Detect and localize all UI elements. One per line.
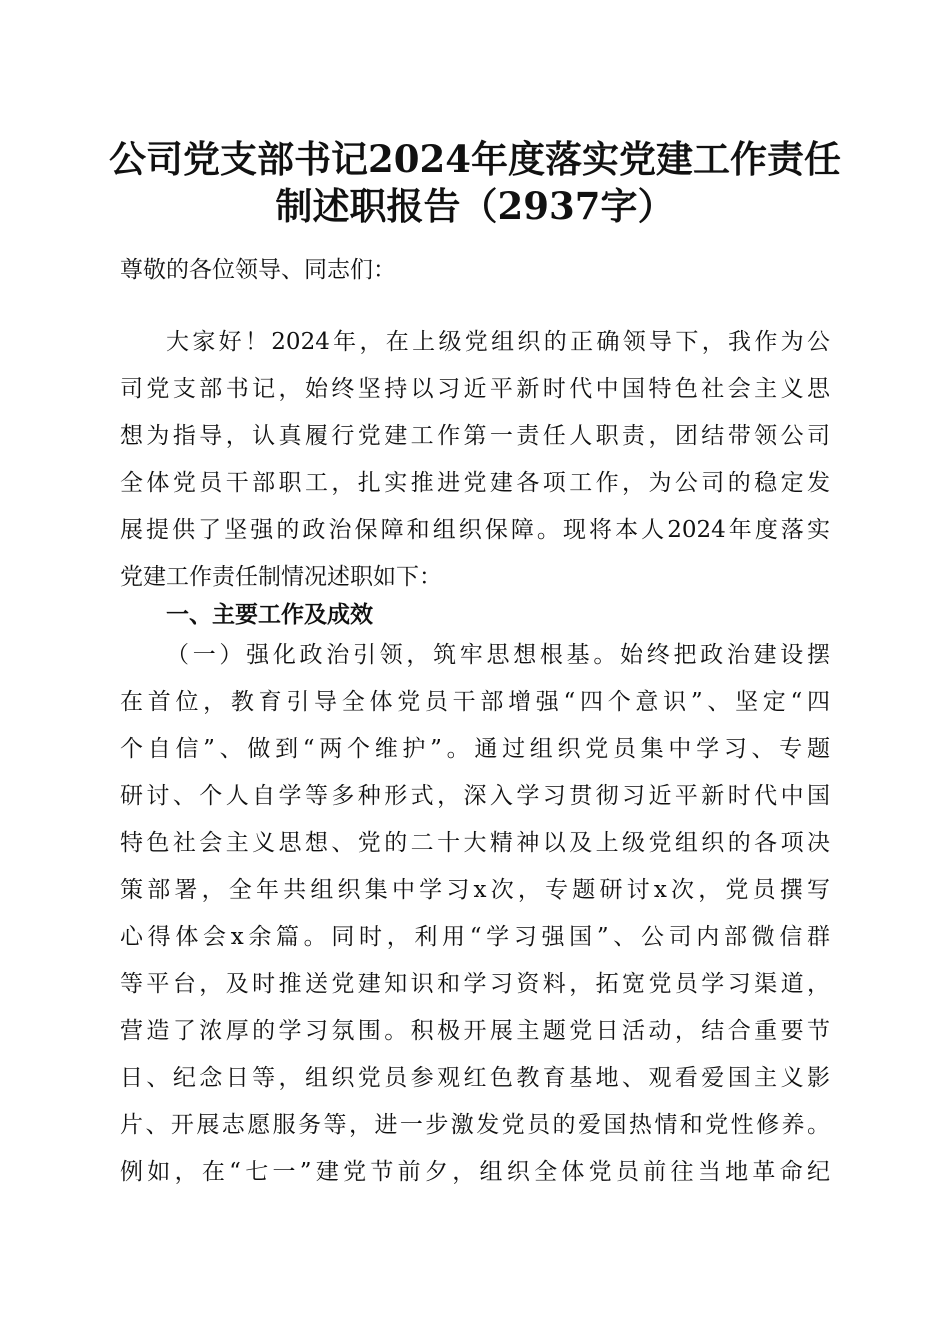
subsection-paragraph-line: 营造了浓厚的学习氛围。积极开展主题党日活动，结合重要节 — [120, 1018, 830, 1044]
document-title-line-2: 制述职报告（2937字） — [275, 184, 675, 228]
intro-paragraph-line: 党建工作责任制情况述职如下： — [120, 564, 442, 590]
intro-paragraph-line: 大家好！2024年，在上级党组织的正确领导下，我作为公 — [166, 329, 830, 355]
subsection-paragraph-line: 特色社会主义思想、党的二十大精神以及上级党组织的各项决 — [120, 830, 830, 856]
subsection-paragraph-line: 日、纪念日等，组织党员参观红色教育基地、观看爱国主义影 — [120, 1065, 830, 1091]
subsection-paragraph-line: 片、开展志愿服务等，进一步激发党员的爱国热情和党性修养。 — [120, 1112, 830, 1138]
subsection-paragraph-line: 在首位，教育引导全体党员干部增强“四个意识”、坚定“四 — [120, 689, 830, 715]
intro-paragraph-line: 想为指导，认真履行党建工作第一责任人职责，团结带领公司 — [120, 423, 830, 449]
subsection-paragraph-line: 策部署，全年共组织集中学习x次，专题研讨x次，党员撰写 — [120, 877, 830, 903]
section-heading: 一、主要工作及成效 — [166, 602, 373, 628]
subsection-paragraph-line: 个自信”、做到“两个维护”。通过组织党员集中学习、专题 — [120, 736, 830, 762]
intro-paragraph-line: 全体党员干部职工，扎实推进党建各项工作，为公司的稳定发 — [120, 470, 830, 496]
subsection-paragraph-line: （一）强化政治引领，筑牢思想根基。始终把政治建设摆 — [166, 642, 830, 668]
document-title-line-1: 公司党支部书记2024年度落实党建工作责任 — [109, 137, 841, 181]
subsection-paragraph-line: 心得体会x余篇。同时，利用“学习强国”、公司内部微信群 — [120, 924, 830, 950]
subsection-paragraph-line: 例如，在“七一”建党节前夕，组织全体党员前往当地革命纪 — [120, 1159, 830, 1185]
intro-paragraph-line: 展提供了坚强的政治保障和组织保障。现将本人2024年度落实 — [120, 517, 830, 543]
salutation: 尊敬的各位领导、同志们： — [120, 257, 396, 283]
subsection-paragraph-line: 研讨、个人自学等多种形式，深入学习贯彻习近平新时代中国 — [120, 783, 830, 809]
subsection-paragraph-line: 等平台，及时推送党建知识和学习资料，拓宽党员学习渠道， — [120, 971, 830, 997]
intro-paragraph-line: 司党支部书记，始终坚持以习近平新时代中国特色社会主义思 — [120, 376, 830, 402]
